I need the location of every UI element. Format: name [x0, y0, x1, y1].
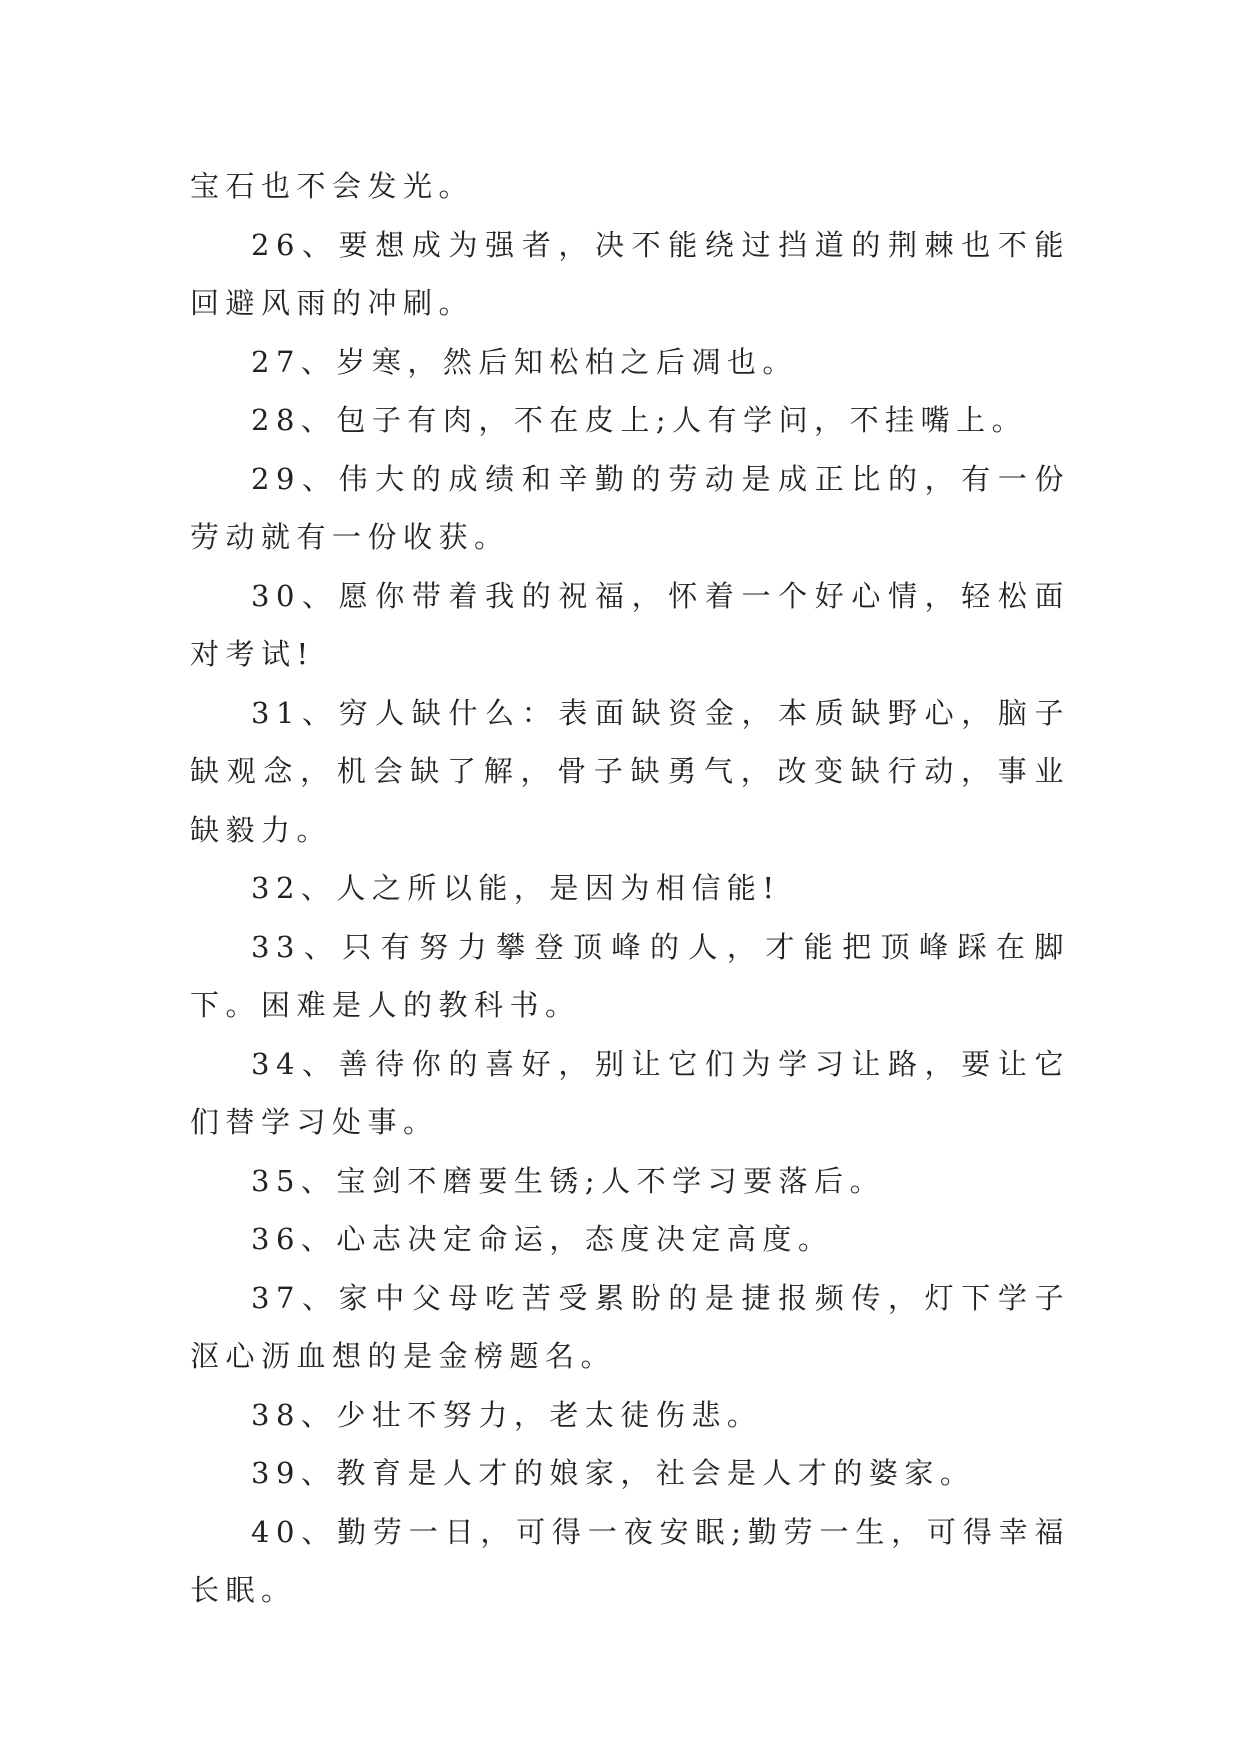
- quote-30: 30、愿你带着我的祝福，怀着一个好心情，轻松面对考试!: [190, 578, 1070, 671]
- quote-37: 37、家中父母吃苦受累盼的是捷报频传，灯下学子沤心沥血想的是金榜题名。: [190, 1280, 1070, 1373]
- quote-34: 34、善待你的喜好，别让它们为学习让路，要让它们替学习处事。: [190, 1046, 1070, 1139]
- quote-39: 39、教育是人才的娘家，社会是人才的婆家。: [251, 1456, 976, 1490]
- quote-38: 38、少壮不努力，老太徒伤悲。: [251, 1397, 763, 1432]
- quote-36: 36、心志决定命运，态度决定高度。: [251, 1222, 834, 1256]
- paragraph-continuation: 宝石也不会发光。: [190, 169, 475, 203]
- quote-31: 31、穷人缺什么：表面缺资金，本质缺野心，脑子缺观念，机会缺了解，骨子缺勇气，改变缺行动，事业缺毅力。: [190, 695, 1070, 847]
- quote-29: 29、伟大的成绩和辛勤的劳动是成正比的，有一份劳动就有一份收获。: [190, 461, 1070, 554]
- quote-35: 35、宝剑不磨要生锈;人不学习要落后。: [251, 1163, 886, 1198]
- quote-26: 26、要想成为强者，决不能绕过挡道的荆棘也不能回避风雨的冲刷。: [190, 227, 1070, 320]
- quote-32: 32、人之所以能，是因为相信能!: [251, 871, 781, 905]
- quote-33: 33、只有努力攀登顶峰的人，才能把顶峰踩在脚下。困难是人的教科书。: [190, 929, 1070, 1022]
- quote-27: 27、岁寒，然后知松柏之后凋也。: [251, 344, 798, 379]
- document-body: [190, 157, 1070, 1620]
- quote-40: 40、勤劳一日，可得一夜安眠;勤劳一生，可得幸福长眠。: [190, 1514, 1070, 1607]
- quote-28: 28、包子有肉，不在皮上;人有学问，不挂嘴上。: [251, 403, 1028, 437]
